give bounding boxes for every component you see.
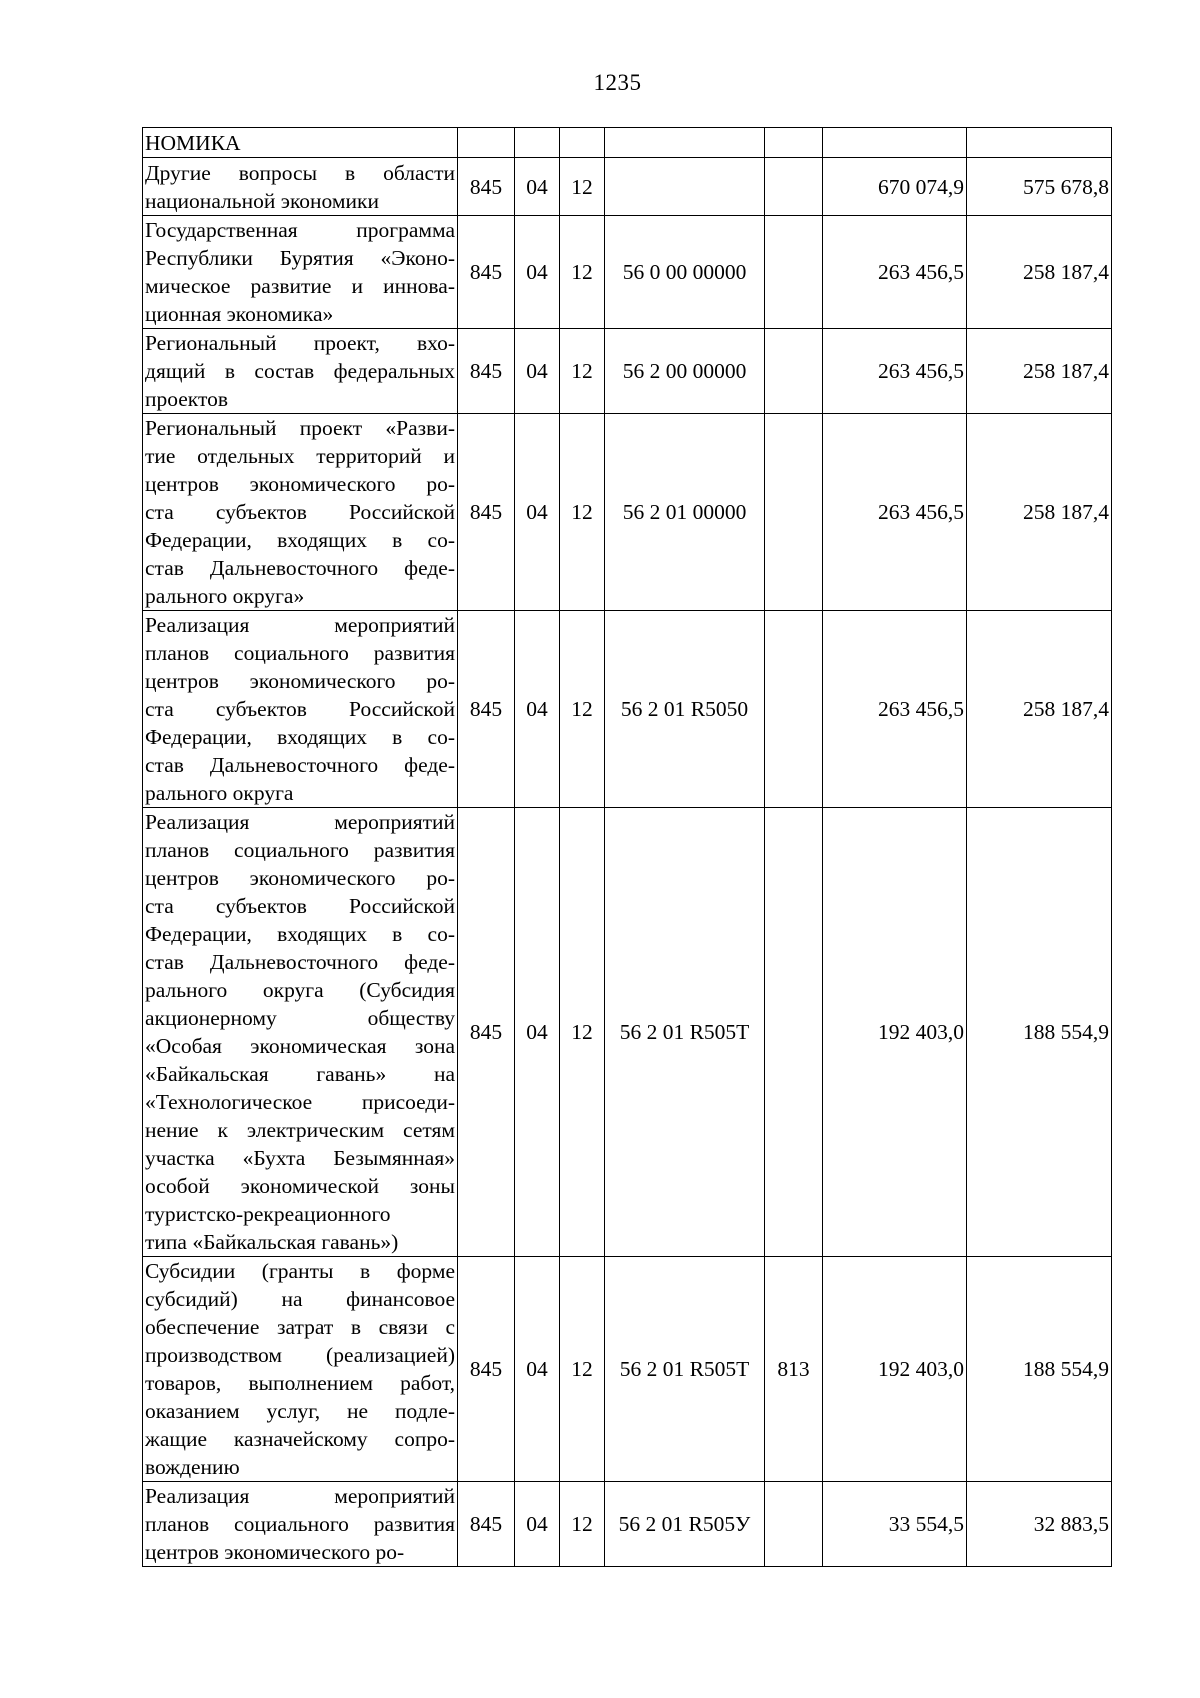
name-line: Региональный проект «Разви- — [145, 416, 455, 440]
cell-name — [143, 1482, 458, 1567]
name-line: планов социального развития — [145, 1512, 455, 1536]
name-line: участка «Бухта Безымянная» — [145, 1146, 455, 1170]
cell-target-article: 56 2 01 R505T — [605, 1257, 765, 1482]
cell-amount-1: 192 403,0 — [823, 808, 967, 1257]
cell-target-article — [605, 128, 765, 158]
cell-name — [143, 158, 458, 216]
cell-expense-type: 813 — [765, 1257, 823, 1482]
table-row — [143, 1257, 1112, 1482]
table-row — [143, 128, 1112, 158]
name-line: ста субъектов Российской — [145, 500, 455, 524]
name-line: туристско-рекреационного — [145, 1202, 391, 1226]
name-line: центров экономического ро- — [145, 1540, 405, 1564]
cell-name — [143, 216, 458, 329]
cell-section: 04 — [515, 1257, 560, 1482]
cell-target-article: 56 2 01 00000 — [605, 414, 765, 611]
name-line: товаров, выполнением работ, — [145, 1371, 455, 1395]
cell-section: 04 — [515, 158, 560, 216]
cell-amount-2: 258 187,4 — [967, 329, 1112, 414]
cell-name — [143, 611, 458, 808]
cell-amount-2: 258 187,4 — [967, 611, 1112, 808]
budget-table — [142, 127, 1112, 1567]
cell-expense-type — [765, 158, 823, 216]
cell-amount-2: 188 554,9 — [967, 808, 1112, 1257]
name-line: ста субъектов Российской — [145, 697, 455, 721]
cell-section: 04 — [515, 1482, 560, 1567]
name-line: дящий в состав федеральных — [145, 359, 455, 383]
cell-subsection: 12 — [560, 216, 605, 329]
name-line: Другие вопросы в области — [145, 160, 455, 185]
cell-expense-type — [765, 128, 823, 158]
name-line: планов социального развития — [145, 838, 455, 862]
cell-name — [143, 329, 458, 414]
cell-amount-1: 670 074,9 — [823, 158, 967, 216]
name-line: субсидий) на финансовое — [145, 1287, 455, 1311]
name-line: рального округа» — [145, 584, 305, 608]
cell-subsection — [560, 128, 605, 158]
name-line: Субсидии (гранты в форме — [145, 1259, 455, 1283]
cell-target-article: 56 2 01 R505У — [605, 1482, 765, 1567]
name-line: став Дальневосточного феде- — [145, 950, 455, 974]
name-line: рального округа (Субсидия — [145, 978, 455, 1002]
table-row — [143, 414, 1112, 611]
cell-target-article: 56 0 00 00000 — [605, 216, 765, 329]
name-line: Реализация мероприятий — [145, 613, 455, 637]
cell-ved: 845 — [458, 611, 515, 808]
cell-subsection: 12 — [560, 808, 605, 1257]
table-row — [143, 158, 1112, 216]
cell-amount-1 — [823, 128, 967, 158]
cell-name — [143, 1257, 458, 1482]
name-line: проектов — [145, 387, 228, 411]
cell-section: 04 — [515, 808, 560, 1257]
cell-amount-1: 263 456,5 — [823, 329, 967, 414]
cell-name — [143, 808, 458, 1257]
page-number: 1235 — [593, 70, 642, 95]
name-line: оказанием услуг, не подле- — [145, 1399, 455, 1423]
cell-ved — [458, 128, 515, 158]
cell-name — [143, 128, 458, 158]
cell-amount-2: 258 187,4 — [967, 414, 1112, 611]
name-line: Реализация мероприятий — [145, 1484, 455, 1508]
cell-target-article: 56 2 00 00000 — [605, 329, 765, 414]
table-row — [143, 329, 1112, 414]
cell-subsection: 12 — [560, 611, 605, 808]
name-line: Республики Бурятия «Эконо- — [145, 246, 455, 270]
cell-name — [143, 414, 458, 611]
cell-subsection: 12 — [560, 158, 605, 216]
cell-ved: 845 — [458, 158, 515, 216]
name-line: центров экономического ро- — [145, 669, 455, 693]
name-line: жащие казначейскому сопро- — [145, 1427, 455, 1451]
name-line: производством (реализацией) — [145, 1343, 455, 1367]
cell-amount-2: 188 554,9 — [967, 1257, 1112, 1482]
name-line: НОМИКА — [145, 130, 241, 155]
cell-ved: 845 — [458, 1482, 515, 1567]
name-line: центров экономического ро- — [145, 472, 455, 496]
cell-amount-1: 263 456,5 — [823, 216, 967, 329]
name-line: став Дальневосточного феде- — [145, 556, 455, 580]
name-line: ционная экономика» — [145, 302, 334, 326]
name-line: Федерации, входящих в со- — [145, 528, 455, 552]
name-line: особой экономической зоны — [145, 1174, 455, 1198]
cell-target-article: 56 2 01 R5050 — [605, 611, 765, 808]
table-row — [143, 216, 1112, 329]
cell-subsection: 12 — [560, 1257, 605, 1482]
cell-subsection: 12 — [560, 329, 605, 414]
cell-section: 04 — [515, 611, 560, 808]
cell-subsection: 12 — [560, 1482, 605, 1567]
cell-target-article: 56 2 01 R505T — [605, 808, 765, 1257]
cell-amount-1: 263 456,5 — [823, 414, 967, 611]
cell-amount-2 — [967, 128, 1112, 158]
cell-section: 04 — [515, 414, 560, 611]
name-line: Региональный проект, вхо- — [145, 331, 455, 355]
name-line: планов социального развития — [145, 641, 455, 665]
cell-amount-2: 258 187,4 — [967, 216, 1112, 329]
name-line: «Особая экономическая зона — [145, 1034, 455, 1058]
name-line: типа «Байкальская гавань») — [145, 1230, 399, 1254]
cell-expense-type — [765, 611, 823, 808]
cell-section: 04 — [515, 329, 560, 414]
table-row — [143, 808, 1112, 1257]
table-row — [143, 611, 1112, 808]
cell-expense-type — [765, 329, 823, 414]
cell-ved: 845 — [458, 808, 515, 1257]
name-line: национальной экономики — [145, 188, 379, 213]
cell-expense-type — [765, 1482, 823, 1567]
table-body — [143, 128, 1112, 1567]
name-line: обеспечение затрат в связи с — [145, 1315, 455, 1339]
name-line: «Технологическое присоеди- — [145, 1090, 455, 1114]
name-line: акционерному обществу — [145, 1006, 455, 1030]
cell-amount-1: 192 403,0 — [823, 1257, 967, 1482]
cell-expense-type — [765, 808, 823, 1257]
name-line: «Байкальская гавань» на — [145, 1062, 455, 1086]
cell-ved: 845 — [458, 414, 515, 611]
cell-ved: 845 — [458, 1257, 515, 1482]
cell-amount-1: 33 554,5 — [823, 1482, 967, 1567]
name-line: Реализация мероприятий — [145, 810, 455, 834]
cell-section — [515, 128, 560, 158]
table-row — [143, 1482, 1112, 1567]
cell-expense-type — [765, 414, 823, 611]
name-line: центров экономического ро- — [145, 866, 455, 890]
cell-amount-2: 575 678,8 — [967, 158, 1112, 216]
name-line: вождению — [145, 1455, 240, 1479]
name-line: ста субъектов Российской — [145, 894, 455, 918]
name-line: Федерации, входящих в со- — [145, 922, 455, 946]
cell-ved: 845 — [458, 216, 515, 329]
cell-amount-2: 32 883,5 — [967, 1482, 1112, 1567]
cell-target-article — [605, 158, 765, 216]
cell-ved: 845 — [458, 329, 515, 414]
name-line: Федерации, входящих в со- — [145, 725, 455, 749]
cell-amount-1: 263 456,5 — [823, 611, 967, 808]
name-line: нение к электрическим сетям — [145, 1118, 455, 1142]
name-line: рального округа — [145, 781, 294, 805]
name-line: став Дальневосточного феде- — [145, 753, 455, 777]
cell-section: 04 — [515, 216, 560, 329]
name-line: Государственная программа — [145, 218, 455, 242]
name-line: тие отдельных территорий и — [145, 444, 455, 468]
name-line: мическое развитие и иннова- — [145, 274, 455, 298]
cell-subsection: 12 — [560, 414, 605, 611]
cell-expense-type — [765, 216, 823, 329]
